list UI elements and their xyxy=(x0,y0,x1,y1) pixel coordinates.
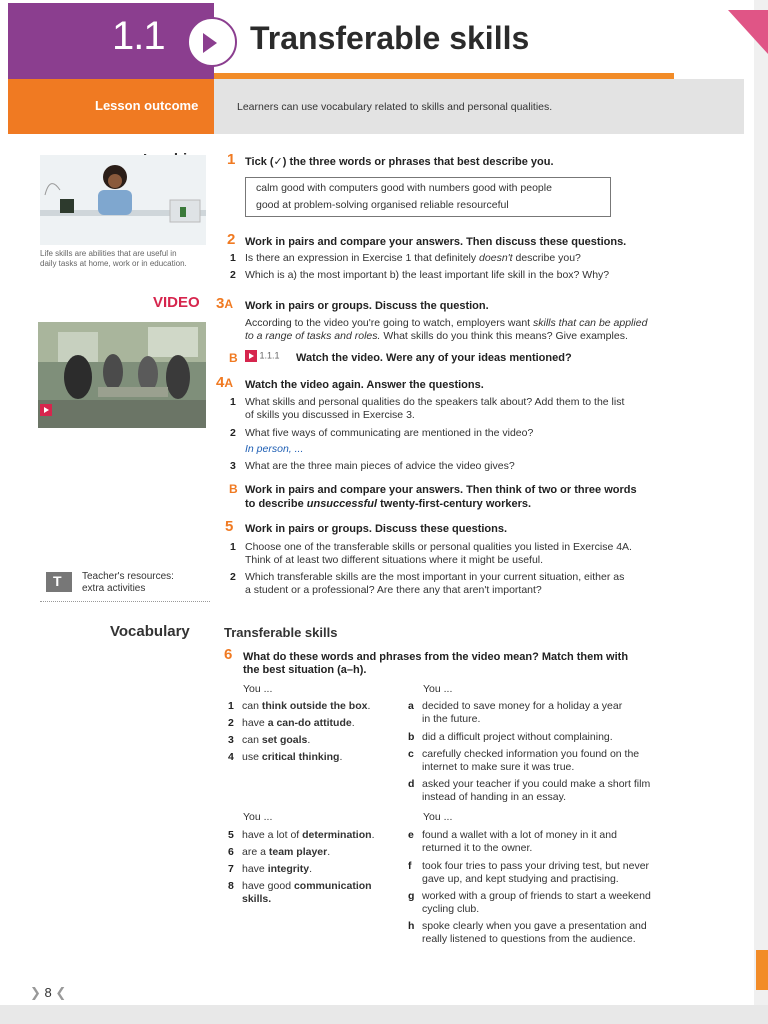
question-number: 2 xyxy=(230,269,236,281)
exercise-3b-label: B xyxy=(229,351,238,365)
play-icon[interactable] xyxy=(40,404,52,416)
item-letter: f xyxy=(408,860,412,872)
vocabulary-item: use critical thinking. xyxy=(242,751,343,763)
item-letter: e xyxy=(408,829,414,841)
video-heading: VIDEO xyxy=(153,294,200,311)
exercise-5-question-2-line2: a student or a professional? Are there any that aren't important? xyxy=(245,584,542,596)
exercise-5-question-2-line1: Which transferable skills are the most important in your current situation, either as xyxy=(245,571,625,583)
exercise-3a-text-line1: According to the video you're going to watch, employers want skills that can be applied xyxy=(245,317,648,329)
vocabulary-item: have integrity. xyxy=(242,863,313,875)
exercise-3a-text-line2: to a range of tasks and roles. What skills do you think this means? Give examples. xyxy=(245,330,628,342)
exercise-4a-question-1-line2: of skills you discussed in Exercise 3. xyxy=(245,409,415,421)
exercise-4b-line1: Work in pairs and compare your answers. Then think of two or three words xyxy=(245,484,637,496)
teachers-resources-icon: T xyxy=(46,572,72,592)
video-thumbnail[interactable] xyxy=(38,322,206,428)
play-icon[interactable] xyxy=(245,350,257,362)
item-number: 6 xyxy=(228,846,234,858)
exercise-3a-instruction: Work in pairs or groups. Discuss the question. xyxy=(245,300,489,312)
bottom-bar xyxy=(0,1005,768,1024)
you-label: You ... xyxy=(423,811,453,823)
exercise-6-number: 6 xyxy=(224,646,233,663)
word-box-line2: good at problem-solving organised reliable resourceful xyxy=(256,199,509,211)
page-title: Transferable skills xyxy=(250,20,530,56)
exercise-5-number: 5 xyxy=(225,518,234,535)
exercise-6-line2: the best situation (a–h). xyxy=(243,664,367,676)
situation-item: decided to save money for a holiday a year in the future. xyxy=(422,700,623,725)
lead-in-caption-line2: daily tasks at home, work or in education. xyxy=(40,259,187,268)
item-letter: c xyxy=(408,748,414,760)
exercise-1-number: 1 xyxy=(227,151,236,168)
situation-item: took four tries to pass your driving test, but never gave up, and kept studying and practising. xyxy=(422,860,650,885)
track-number: 1.1.1 xyxy=(259,350,280,361)
chevron-right-icon: ❯ xyxy=(30,985,41,1000)
chevron-right-icon xyxy=(187,17,237,67)
exercise-2-instruction: Work in pairs and compare your answers. Then discuss these questions. xyxy=(245,236,627,248)
vocabulary-item: have a lot of determination. xyxy=(242,829,375,841)
exercise-2-question-2: Which is a) the most important b) the least important life skill in the box? Why? xyxy=(245,269,610,281)
situation-item: found a wallet with a lot of money in it and returned it to the owner. xyxy=(422,829,617,854)
chevron-left-icon: ❮ xyxy=(55,985,67,1000)
situation-item: worked with a group of friends to start a weekend cycling club. xyxy=(422,890,651,915)
exercise-3-number: 3A xyxy=(216,295,234,312)
exercise-5-question-1-line2: Think of at least two different situations where it might be useful. xyxy=(245,554,544,566)
you-label: You ... xyxy=(243,811,273,823)
exercise-4b-line2: to describe unsuccessful twenty-first-century workers. xyxy=(245,498,532,510)
lesson-outcome-label: Lesson outcome xyxy=(95,98,199,113)
vocabulary-item: have good communication skills. xyxy=(242,880,372,905)
exercise-5-question-1-line1: Choose one of the transferable skills or personal qualities you listed in Exercise 4A. xyxy=(245,541,632,553)
exercise-5-instruction: Work in pairs or groups. Discuss these questions. xyxy=(245,523,508,535)
page-tab xyxy=(756,950,768,990)
vocabulary-subheading: Transferable skills xyxy=(224,625,338,640)
unit-number: 1.1 xyxy=(112,14,165,58)
exercise-3b-instruction: Watch the video. Were any of your ideas mentioned? xyxy=(296,352,572,364)
teachers-resources-label: Teacher's resources: xyxy=(82,571,174,582)
item-letter: b xyxy=(408,731,415,743)
page-number: 8 xyxy=(44,985,52,1000)
exercise-4a-question-2: What five ways of communicating are mentioned in the video? xyxy=(245,427,534,439)
item-number: 2 xyxy=(228,717,234,729)
question-number: 2 xyxy=(230,427,236,439)
question-number: 2 xyxy=(230,571,236,583)
item-number: 5 xyxy=(228,829,234,841)
lead-in-caption-line1: Life skills are abilities that are useful in xyxy=(40,249,177,258)
video-track xyxy=(245,350,280,362)
page-edge xyxy=(754,0,768,1024)
question-number: 3 xyxy=(230,460,236,472)
lead-in-photo xyxy=(40,155,206,245)
item-number: 1 xyxy=(228,700,234,712)
item-number: 8 xyxy=(228,880,234,892)
word-box-line1: calm good with computers good with numbers good with people xyxy=(256,182,552,194)
item-letter: a xyxy=(408,700,414,712)
situation-item: asked your teacher if you could make a short film instead of handing in an essay. xyxy=(422,778,651,803)
vocabulary-item: can set goals. xyxy=(242,734,311,746)
divider xyxy=(40,601,210,602)
you-label: You ... xyxy=(423,683,453,695)
item-letter: g xyxy=(408,890,415,902)
corner-decoration xyxy=(728,10,768,54)
exercise-4-number: 4A xyxy=(216,374,234,391)
question-number: 1 xyxy=(230,252,236,264)
item-letter: d xyxy=(408,778,415,790)
question-number: 1 xyxy=(230,541,236,553)
exercise-4a-question-3: What are the three main pieces of advice the video gives? xyxy=(245,460,515,472)
item-letter: h xyxy=(408,920,415,932)
situation-item: carefully checked information you found on the internet to make sure it was true. xyxy=(422,748,640,773)
vocabulary-item: are a team player. xyxy=(242,846,331,858)
exercise-4a-question-1-line1: What skills and personal qualities do the speakers talk about? Add them to the list xyxy=(245,396,625,408)
situation-item: did a difficult project without complaining. xyxy=(422,731,613,743)
page-number-marker xyxy=(30,985,66,1001)
extra-activities-label: extra activities xyxy=(82,583,146,594)
exercise-4b-label: B xyxy=(229,482,238,496)
item-number: 3 xyxy=(228,734,234,746)
exercise-1-instruction: Tick (✓) the three words or phrases that best describe you. xyxy=(245,156,554,168)
vocabulary-heading: Vocabulary xyxy=(110,623,190,640)
example-answer: In person, ... xyxy=(245,443,304,455)
item-number: 7 xyxy=(228,863,234,875)
exercise-4a-instruction: Watch the video again. Answer the questions. xyxy=(245,379,484,391)
situation-item: spoke clearly when you gave a presentation and really listened to questions from the audience. xyxy=(422,920,647,945)
vocabulary-item: have a can-do attitude. xyxy=(242,717,355,729)
exercise-2-number: 2 xyxy=(227,231,236,248)
lesson-outcome-text: Learners can use vocabulary related to skills and personal qualities. xyxy=(237,101,553,113)
item-number: 4 xyxy=(228,751,234,763)
question-number: 1 xyxy=(230,396,236,408)
unit-banner xyxy=(8,3,214,79)
you-label: You ... xyxy=(243,683,273,695)
exercise-6-line1: What do these words and phrases from the video mean? Match them with xyxy=(243,651,629,663)
vocabulary-item: can think outside the box. xyxy=(242,700,371,712)
exercise-2-question-1: Is there an expression in Exercise 1 that definitely doesn't describe you? xyxy=(245,252,581,264)
